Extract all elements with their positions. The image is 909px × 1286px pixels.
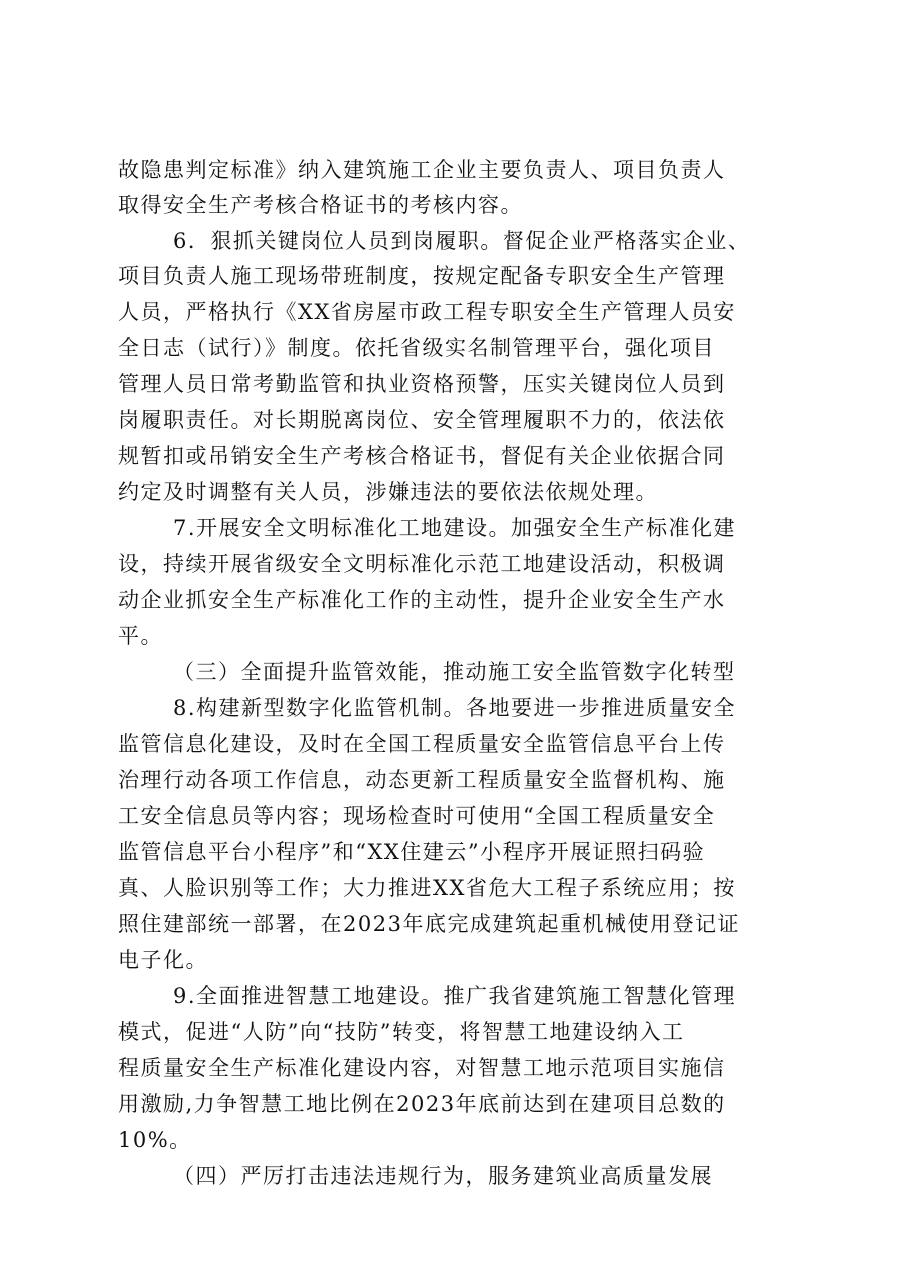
- text-line: 10%。: [118, 1128, 192, 1152]
- section-heading: （三）全面提升监管效能，推动施工安全监管数字化转型: [173, 660, 736, 684]
- text-line: 电子化。: [118, 948, 208, 972]
- text-line: 人员，严格执行《XX省房屋市政工程专职安全生产管理人员安: [118, 300, 736, 324]
- text-line: 程质量安全生产标准化建设内容，对智慧工地示范项目实施信: [118, 1056, 726, 1080]
- text-line: 故隐患判定标准》纳入建筑施工企业主要负责人、项目负责人: [118, 158, 726, 182]
- text-line: 约定及时调整有关人员，涉嫌违法的要依法依规处理。: [118, 480, 658, 504]
- text-line: 取得安全生产考核合格证书的考核内容。: [118, 193, 523, 217]
- text-line: 项目负责人施工现场带班制度，按规定配备专职安全生产管理: [118, 264, 726, 288]
- text-line: 管理人员日常考勤监管和执业资格预警，压实关键岗位人员到: [118, 372, 726, 396]
- text-line: 监管信息化建设，及时在全国工程质量安全监管信息平台上传: [118, 732, 726, 756]
- text-line: 全日志（试行）》制度。依托省级实名制管理平台，强化项目: [118, 336, 715, 360]
- text-line: 9.全面推进智慧工地建设。推广我省建筑施工智慧化管理: [173, 984, 737, 1008]
- text-line: 岗履职责任。对长期脱离岗位、安全管理履职不力的，依法依: [118, 408, 726, 432]
- text-line: 8.构建新型数字化监管机制。各地要进一步推进质量安全: [173, 696, 737, 720]
- text-line: 照住建部统一部署，在2023年底完成建筑起重机械使用登记证: [118, 912, 740, 936]
- text-line: 用激励,力争智慧工地比例在2023年底前达到在建项目总数的: [118, 1092, 726, 1116]
- text-line: 真、人脸识别等工作；大力推进XX省危大工程子系统应用；按: [118, 876, 736, 900]
- text-line: 工安全信息员等内容；现场检查时可使用“全国工程质量安全: [118, 804, 716, 828]
- text-line: 动企业抓安全生产标准化工作的主动性，提升企业安全生产水: [118, 588, 726, 612]
- text-line: 6．狠抓关键岗位人员到岗履职。督促企业严格落实企业、: [173, 229, 751, 253]
- text-line: 平。: [118, 624, 163, 648]
- section-heading: （四）严厉打击违法违规行为，服务建筑业高质量发展: [173, 1164, 713, 1188]
- text-line: 设，持续开展省级安全文明标准化示范工地建设活动，积极调: [118, 552, 726, 576]
- text-line: 规暂扣或吊销安全生产考核合格证书，督促有关企业依据合同: [118, 444, 726, 468]
- text-line: 7.开展安全文明标准化工地建设。加强安全生产标准化建: [173, 516, 737, 540]
- text-line: 模式，促进“人防”向“技防”转变，将智慧工地建设纳入工: [118, 1020, 685, 1044]
- text-line: 监管信息平台小程序”和“XX住建云”小程序开展证照扫码验: [118, 840, 706, 864]
- text-line: 治理行动各项工作信息，动态更新工程质量安全监督机构、施: [118, 768, 726, 792]
